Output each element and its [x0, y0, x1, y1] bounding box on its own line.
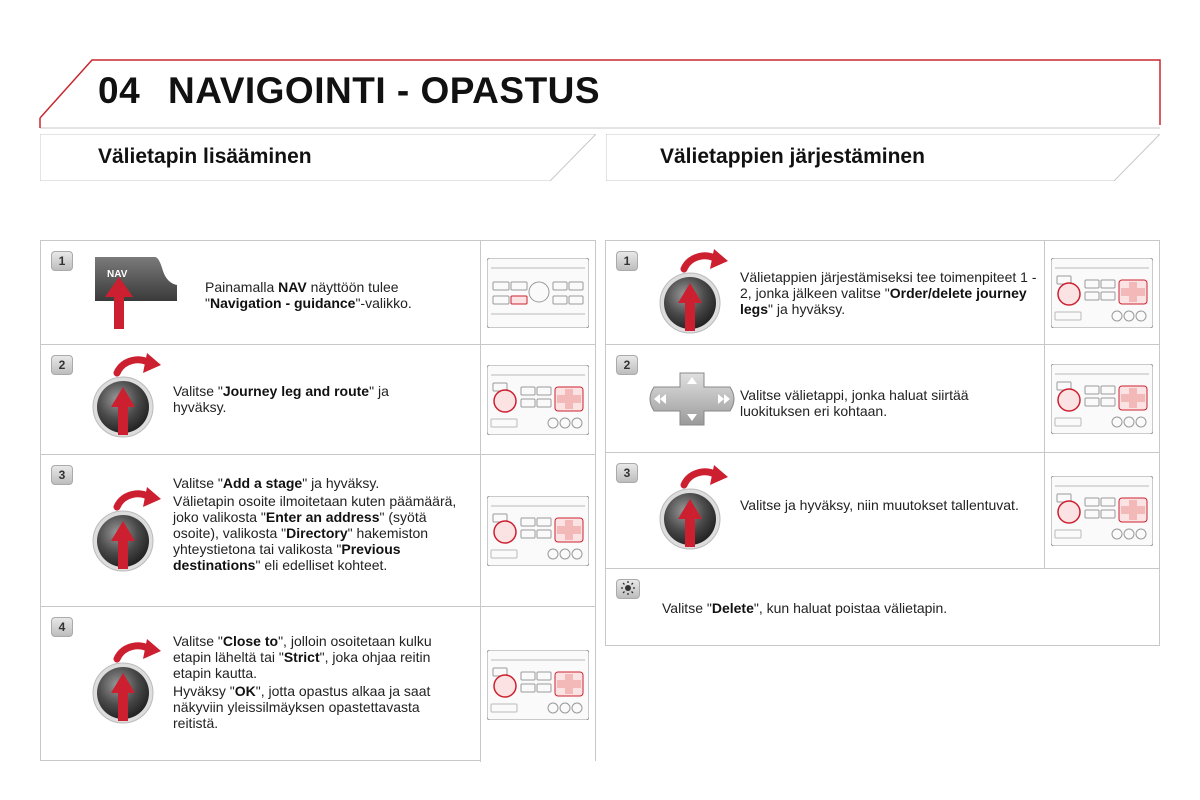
- step-badge: 2: [616, 355, 638, 375]
- bold-term: Directory: [286, 525, 348, 541]
- section-title-right: Välietappien järjestäminen: [660, 145, 925, 168]
- svg-text:NAV: NAV: [107, 269, 128, 280]
- right-steps-panel: [605, 240, 1160, 646]
- left-step-4: [41, 607, 595, 762]
- console-thumbnail: [1044, 453, 1159, 568]
- bold-term: OK: [234, 683, 256, 699]
- step-badge: 3: [51, 465, 73, 485]
- step-text: Valitse välietappi, jonka haluat siirtää luokituksen eri kohtaan.: [740, 387, 969, 419]
- console-thumbnail: [480, 241, 595, 344]
- left-steps-panel: [40, 240, 596, 761]
- bold-term: Delete: [711, 600, 754, 616]
- bold-term: Enter an address: [265, 509, 380, 525]
- step-text: Painamalla NAV näyttöön tulee "Navigation - guidance"-valikko.: [205, 279, 412, 311]
- nav-button-icon: [93, 251, 183, 331]
- left-step-1: [41, 241, 595, 345]
- console-thumbnail: [480, 345, 595, 454]
- console-thumbnail: [480, 455, 595, 606]
- step-badge: 1: [51, 251, 73, 271]
- console-thumbnail: [480, 607, 595, 762]
- tip-icon: [619, 580, 637, 598]
- tip-text: Valitse "Delete", kun haluat poistaa välietapin.: [662, 600, 948, 616]
- step-badge: 1: [616, 251, 638, 271]
- rotary-knob-icon: [89, 485, 165, 577]
- rotary-knob-icon: [656, 463, 732, 555]
- right-step-1: [606, 241, 1159, 345]
- chapter-title: NAVIGOINTI - OPASTUS: [168, 70, 601, 111]
- rotary-knob-icon: [89, 351, 165, 443]
- rotary-knob-icon: [656, 247, 732, 339]
- right-step-2: [606, 345, 1159, 453]
- right-tip: [606, 569, 1159, 647]
- step-text: Valitse "Add a stage" ja hyväksy. Välietapin osoite ilmoitetaan kuten päämäärä, joko valikosta "Enter an address" (syötä osoite), valikosta "Directory" hakemiston yhteystietona tai valikosta "Previous destinations" eli edelliset kohteet.: [173, 475, 457, 573]
- bold-term: Close to: [222, 633, 279, 649]
- step-badge: 4: [51, 617, 73, 637]
- left-step-3: [41, 455, 595, 607]
- section-title-left: Välietapin lisääminen: [98, 145, 312, 168]
- console-thumbnail: [1044, 241, 1159, 344]
- bold-term: Add a stage: [222, 475, 303, 491]
- bold-term: Journey leg and route: [222, 383, 370, 399]
- step-badge: 2: [51, 355, 73, 375]
- bold-term: Strict: [283, 649, 320, 665]
- right-step-3: [606, 453, 1159, 569]
- bold-term: Order/delete journey legs: [740, 285, 1027, 317]
- directional-pad-icon: [644, 371, 740, 427]
- console-thumbnail: [1044, 345, 1159, 452]
- step-text: Välietappien järjestämiseksi tee toimenpiteet 1 - 2, jonka jälkeen valitse "Order/delete journey legs" ja hyväksy.: [740, 269, 1037, 317]
- tip-badge: [616, 579, 640, 599]
- rotary-knob-icon: [89, 637, 165, 729]
- left-step-2: [41, 345, 595, 455]
- step-badge: 3: [616, 463, 638, 483]
- bold-term: Navigation - guidance: [209, 295, 356, 311]
- chapter-number: 04: [98, 70, 141, 111]
- step-text: Valitse "Journey leg and route" ja hyväksy.: [173, 383, 389, 415]
- bold-term: NAV: [278, 279, 307, 295]
- step-text: Valitse ja hyväksy, niin muutokset tallentuvat.: [740, 497, 1019, 513]
- bold-term: Previous destinations: [173, 541, 401, 573]
- step-text: Valitse "Close to", jolloin osoitetaan kulku etapin läheltä tai "Strict", joka ohjaa reitin etapin kautta. Hyväksy "OK", jotta opastus alkaa ja saat näkyviin yleissilmäyksen opastettavasta reitistä.: [173, 633, 432, 731]
